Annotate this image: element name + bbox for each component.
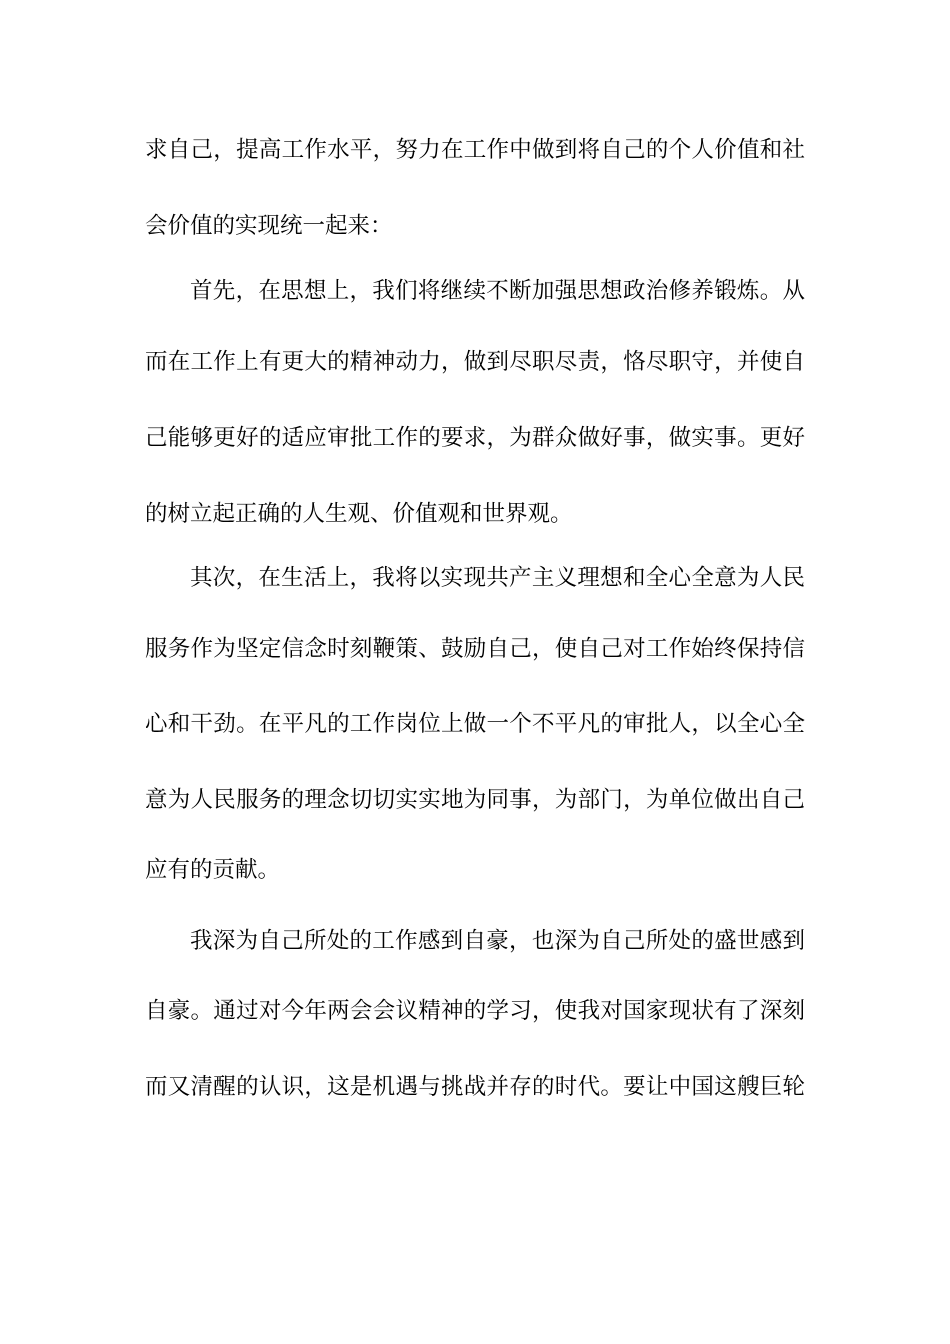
paragraph-first-line: 我深为自己所处的工作感到自豪，也深为自己所处的盛世感到 (190, 928, 805, 954)
paragraph-first-line: 首先，在思想上，我们将继续不断加强思想政治修养锻炼。从 (190, 278, 805, 304)
text-line: 心和干劲。在平凡的工作岗位上做一个不平凡的审批人，以全心全 (145, 711, 805, 737)
text-line: 求自己，提高工作水平，努力在工作中做到将自己的个人价值和社 (145, 137, 805, 163)
paragraph-first-line: 其次，在生活上，我将以实现共产主义理想和全心全意为人民 (190, 565, 805, 591)
text-line: 的树立起正确的人生观、价值观和世界观。 (145, 501, 573, 527)
text-line: 自豪。通过对今年两会会议精神的学习，使我对国家现状有了深刻 (145, 998, 805, 1024)
text-line: 会价值的实现统一起来： (145, 213, 393, 239)
text-line: 服务作为坚定信念时刻鞭策、鼓励自己，使自己对工作始终保持信 (145, 636, 805, 662)
text-line: 而又清醒的认识，这是机遇与挑战并存的时代。要让中国这艘巨轮 (145, 1074, 805, 1100)
text-line: 意为人民服务的理念切切实实地为同事，为部门，为单位做出自己 (145, 787, 805, 813)
text-line: 己能够更好的适应审批工作的要求，为群众做好事，做实事。更好 (145, 425, 805, 451)
text-line: 而在工作上有更大的精神动力，做到尽职尽责，恪尽职守，并使自 (145, 349, 805, 375)
text-line: 应有的贡献。 (145, 857, 281, 883)
